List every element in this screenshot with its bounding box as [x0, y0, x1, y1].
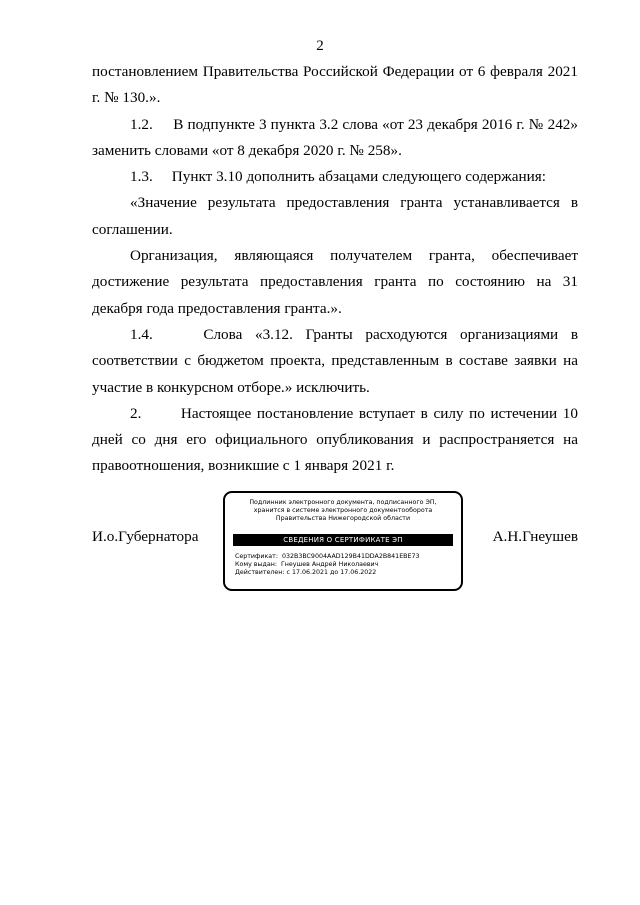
valid-value: с 17.06.2021 до 17.06.2022 — [286, 569, 377, 577]
signer-title: И.о.Губернатора — [92, 528, 199, 545]
page-number: 2 — [316, 38, 324, 54]
stamp-header — [225, 499, 461, 523]
paragraph-1-2: 1.2. В подпункте 3 пункта 3.2 слова «от 23 декабря 2016 г. № 242» заменить словами «от 8 декабря 2020 г. № 258». — [92, 115, 578, 159]
stamp-header-line: Подлинник электронного документа, подписанного ЭП, — [249, 499, 437, 506]
stamp-certificate-row — [235, 553, 419, 561]
paragraph-2: 2. Настоящее постановление вступает в силу по истечении 10 дней со дня его официального опубликования и распространяется на правоотношения, возникшие с 1 января 2021 г. — [92, 404, 578, 475]
signer-name: А.Н.Гнеушев — [492, 528, 578, 545]
paragraph-organization: Организация, являющаяся получателем гранта, обеспечивает достижение результата предоставления гранта по состоянию на 31 декабря года предоставления гранта.». — [92, 247, 578, 317]
stamp-header-line: Правительства Нижегородской области — [275, 515, 411, 522]
certificate-value: 032B3BC9004AAD129B41DDA2B841EBE73 — [281, 553, 420, 560]
document-body — [92, 59, 578, 480]
stamp-certificate-bar: СВЕДЕНИЯ О СЕРТИФИКАТЕ ЭП — [233, 534, 453, 546]
issued-to-value: Гнеушев Андрей Николаевич — [280, 561, 379, 569]
paragraph-continuation: постановлением Правительства Российской Федерации от 6 февраля 2021 г. № 130.». — [92, 63, 578, 107]
stamp-header-line: хранится в системе электронного документооборота — [253, 507, 433, 514]
stamp-valid-row — [235, 569, 419, 577]
paragraph-1-3: 1.3. Пункт 3.10 дополнить абзацами следующего содержания: — [130, 168, 546, 186]
issued-to-label: Кому выдан: — [235, 561, 277, 569]
stamp-details — [235, 553, 419, 578]
paragraph-quote-start: «Значение результата предоставления гранта устанавливается в соглашении. — [92, 194, 578, 238]
valid-label: Действителен: — [235, 569, 285, 577]
e-signature-stamp — [223, 491, 463, 591]
paragraph-1-4: 1.4. Слова «3.12. Гранты расходуются организациями в соответствии с бюджетом проекта, представленным в составе заявки на участие в конкурсном отборе.» исключить. — [92, 325, 578, 396]
certificate-label: Сертификат: — [235, 553, 278, 560]
